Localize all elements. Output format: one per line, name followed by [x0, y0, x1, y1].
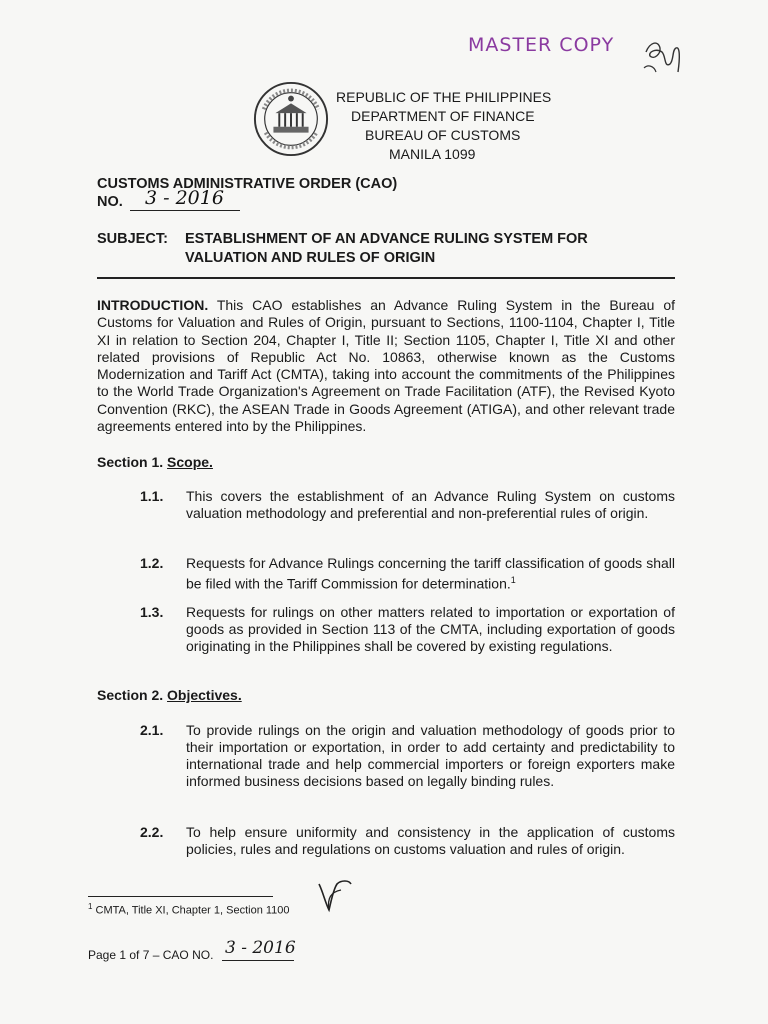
- item-text: Requests for Advance Rulings concerning the tariff classification of goods shall be filed with the Tariff Commission for determination.: [186, 555, 675, 592]
- introduction-text: This CAO establishes an Advance Ruling System in the Bureau of Customs for Valuation and Rules of Origin, pursuant to Sections, 1100-1104, Chapter I, Title XI in relation to Section 204, Chapter I, Title II; Section 1105, Chapter I, Title XI and other related provisions of Republic Act No. 10863, otherwise known as the Customs Modernization and Tariff Act (CMTA), taking into account the commitments of the Philippines to the World Trade Organization's Agreement on Trade Facilitation (ATF), the Revised Kyoto Convention (RKC), the ASEAN Trade in Goods Agreement (ATIGA), and other relevant trade agreements entered into by the Philippines.: [97, 297, 675, 435]
- item-text: This covers the establishment of an Advance Ruling System on customs valuation methodology and preferential and non-preferential rules of origin.: [186, 488, 675, 521]
- subject-block: [97, 230, 687, 268]
- section-item-1-3: [140, 604, 675, 655]
- stamp-initials-icon: [640, 38, 684, 82]
- section-1-label: Section 1.: [97, 454, 164, 470]
- item-number: 2.2.: [140, 824, 164, 840]
- header-line-department: DEPARTMENT OF FINANCE: [351, 108, 535, 124]
- item-number: 2.1.: [140, 722, 164, 738]
- subject-label: SUBJECT:: [97, 231, 168, 247]
- item-text: To provide rulings on the origin and valuation methodology of goods prior to their importation or exportation, in order to add certainty and predictability to international trade and help commercial importers or foreign exporters make informed business decisions based on legally binding rules.: [186, 722, 675, 789]
- issuing-agency-header: [336, 88, 576, 164]
- footnote-number: 1: [88, 902, 93, 911]
- item-text: Requests for rulings on other matters related to importation or exportation of goods as provided in Section 113 of the CMTA, including exportation of goods originating in the Philippines shall be covered by existing regulations.: [186, 604, 675, 654]
- item-text: To help ensure uniformity and consistency in the application of customs policies, rules and regulations on customs valuation and rules of origin.: [186, 824, 675, 857]
- footnote-rule: [88, 896, 273, 897]
- section-2-heading: [97, 687, 242, 703]
- cao-number-label: NO.: [97, 194, 123, 210]
- page-number-underline: [222, 960, 294, 961]
- footnote-text: CMTA, Title XI, Chapter 1, Section 1100: [95, 904, 290, 917]
- subject-line-2: VALUATION AND RULES OF ORIGIN: [185, 250, 436, 266]
- section-2-title: Objectives.: [167, 687, 242, 703]
- section-item-1-1: [140, 488, 675, 522]
- cao-title: CUSTOMS ADMINISTRATIVE ORDER (CAO): [97, 176, 398, 192]
- divider-rule: [97, 277, 675, 279]
- section-1-title: Scope.: [167, 454, 213, 470]
- section-item-1-2: [140, 555, 675, 593]
- header-line-republic: REPUBLIC OF THE PHILIPPINES: [336, 89, 552, 105]
- item-number: 1.3.: [140, 604, 164, 620]
- signature-initial-icon: [315, 878, 355, 916]
- page-number-text: Page 1 of 7 – CAO NO.: [88, 948, 214, 962]
- item-number: 1.2.: [140, 555, 164, 571]
- introduction-label: INTRODUCTION.: [97, 297, 209, 313]
- footer-cao-number-handwritten: 3 - 2016: [225, 938, 296, 958]
- department-of-finance-seal-icon: [252, 80, 330, 158]
- header-line-bureau: BUREAU OF CUSTOMS: [365, 127, 521, 143]
- footnote: [88, 902, 290, 917]
- section-2-label: Section 2.: [97, 687, 164, 703]
- introduction-paragraph: [97, 297, 675, 435]
- section-item-2-2: [140, 824, 675, 858]
- master-copy-stamp: MASTER COPY: [468, 34, 615, 56]
- cao-number-underline: [130, 210, 240, 211]
- header-line-city: MANILA 1099: [389, 146, 476, 162]
- section-1-heading: [97, 454, 213, 470]
- item-text-with-footnote: [186, 555, 675, 593]
- cao-number-handwritten: 3 - 2016: [145, 187, 224, 209]
- section-item-2-1: [140, 722, 675, 790]
- footnote-ref: 1: [510, 575, 516, 585]
- subject-line-1: ESTABLISHMENT OF AN ADVANCE RULING SYSTEM FOR: [185, 231, 588, 247]
- item-number: 1.1.: [140, 488, 164, 504]
